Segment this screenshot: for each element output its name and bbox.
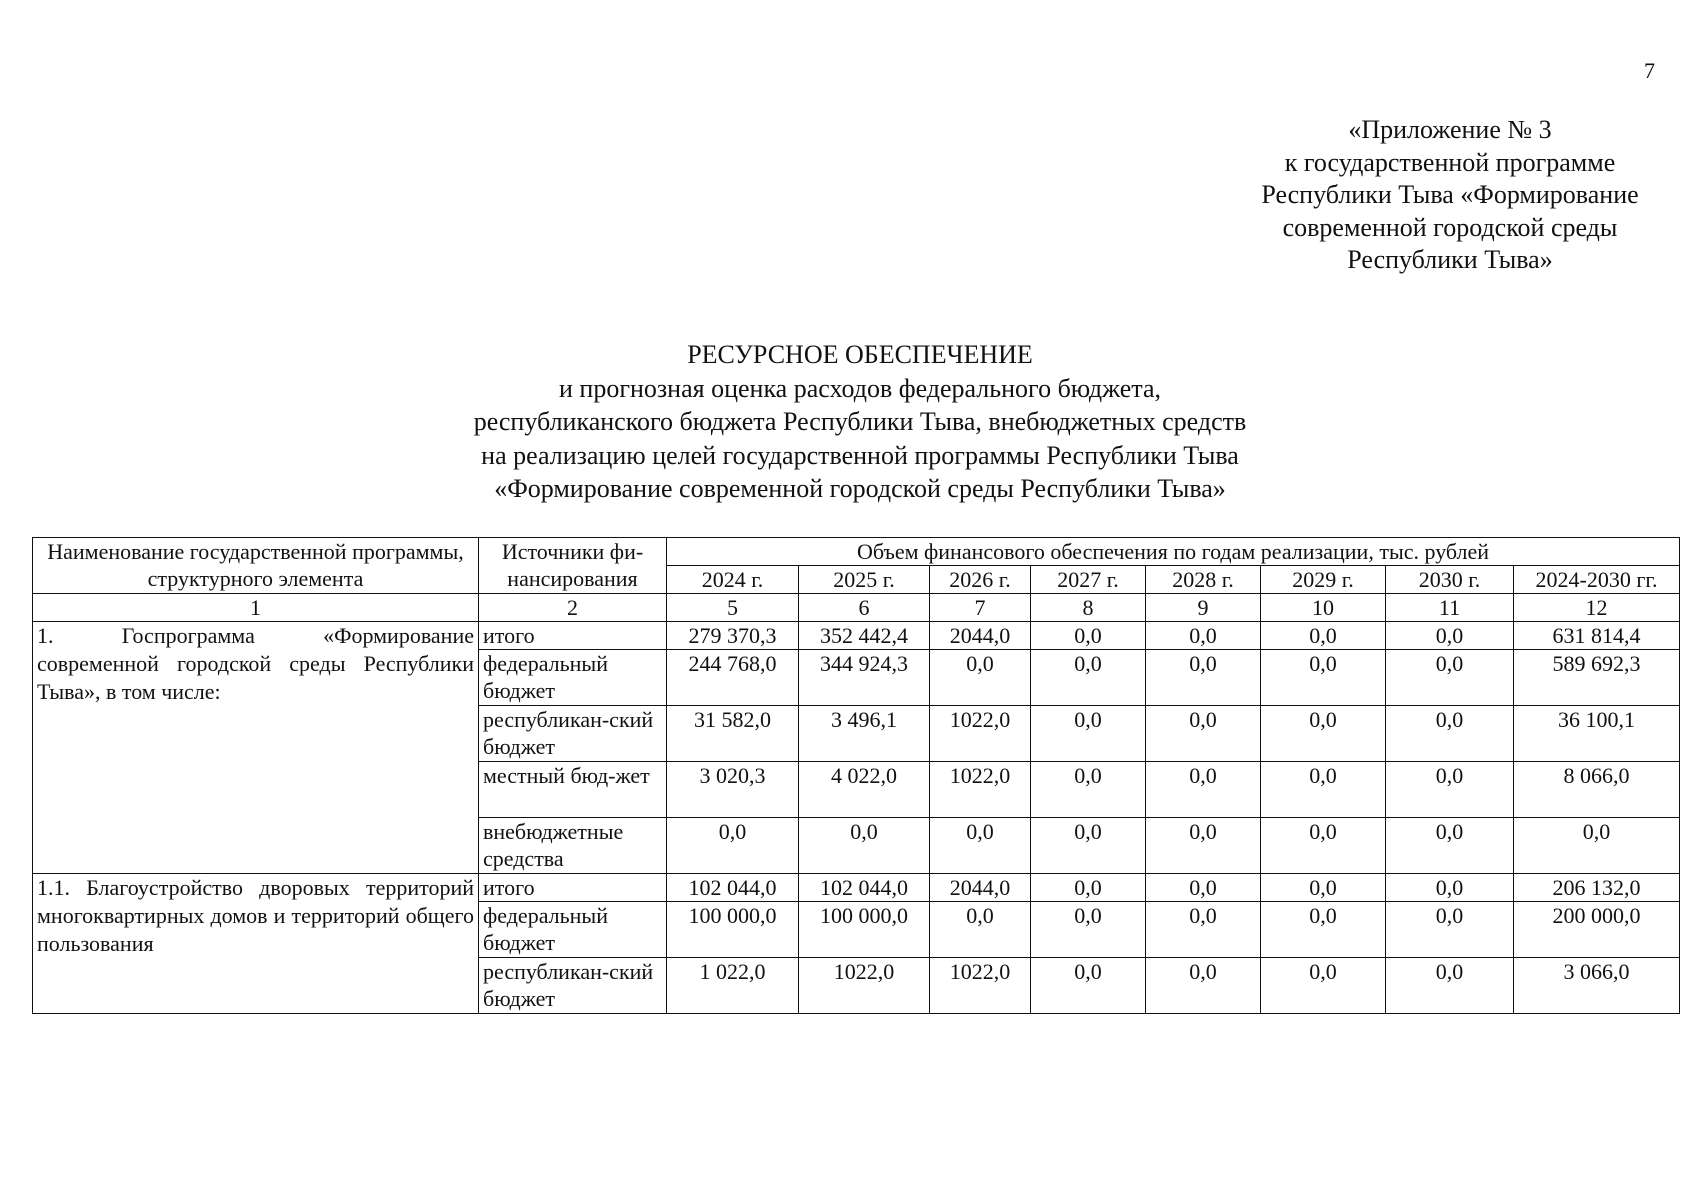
amount-cell: 0,0	[1261, 762, 1386, 818]
amount-cell: 0,0	[1146, 650, 1261, 706]
amount-cell: 0,0	[1386, 902, 1514, 958]
appendix-line: «Приложение № 3	[1348, 115, 1552, 144]
amount-cell: 0,0	[1386, 874, 1514, 902]
amount-cell: 0,0	[1031, 622, 1146, 650]
amount-cell: 31 582,0	[667, 706, 799, 762]
heading-line: «Формирование современной городской среды Республики Тыва»	[494, 474, 1226, 503]
table-row	[33, 874, 1680, 902]
amount-cell: 0,0	[1386, 650, 1514, 706]
funding-source: местный бюд-жет	[479, 762, 667, 818]
amount-cell: 0,0	[1261, 902, 1386, 958]
amount-cell: 8 066,0	[1514, 762, 1680, 818]
col-header-source: Источники фи-нансирования	[479, 538, 667, 594]
funding-source: республикан-ский бюджет	[479, 706, 667, 762]
amount-cell: 0,0	[1386, 706, 1514, 762]
amount-cell: 0,0	[1031, 762, 1146, 818]
amount-cell: 0,0	[1146, 874, 1261, 902]
amount-cell: 0,0	[1514, 818, 1680, 874]
column-number: 9	[1146, 594, 1261, 622]
amount-cell: 100 000,0	[667, 902, 799, 958]
appendix-line: современной городской среды	[1282, 212, 1618, 242]
amount-cell: 0,0	[1386, 958, 1514, 1014]
funding-source: федеральный бюджет	[479, 902, 667, 958]
amount-cell: 100 000,0	[799, 902, 930, 958]
amount-cell: 206 132,0	[1514, 874, 1680, 902]
amount-cell: 36 100,1	[1514, 706, 1680, 762]
year-header: 2028 г.	[1146, 566, 1261, 594]
amount-cell: 0,0	[930, 818, 1031, 874]
amount-cell: 352 442,4	[799, 622, 930, 650]
amount-cell: 0,0	[1146, 762, 1261, 818]
column-number: 7	[930, 594, 1031, 622]
amount-cell: 0,0	[1386, 818, 1514, 874]
column-number: 10	[1261, 594, 1386, 622]
amount-cell: 0,0	[1146, 958, 1261, 1014]
amount-cell: 0,0	[1146, 902, 1261, 958]
column-number: 1	[33, 594, 479, 622]
amount-cell: 2044,0	[930, 874, 1031, 902]
program-element-name: 1. Госпрограмма «Формирование современной городской среды Республики Тыва», в том числе:	[33, 622, 479, 874]
amount-cell: 0,0	[1031, 902, 1146, 958]
amount-cell: 0,0	[1031, 958, 1146, 1014]
amount-cell: 102 044,0	[667, 874, 799, 902]
amount-cell: 3 496,1	[799, 706, 930, 762]
column-number: 12	[1514, 594, 1680, 622]
amount-cell: 0,0	[1146, 706, 1261, 762]
amount-cell: 0,0	[1261, 874, 1386, 902]
appendix-line: к государственной программе	[1284, 147, 1616, 177]
amount-cell: 1022,0	[930, 706, 1031, 762]
amount-cell: 1022,0	[930, 762, 1031, 818]
document-heading	[330, 338, 1390, 506]
amount-cell: 631 814,4	[1514, 622, 1680, 650]
appendix-block	[1220, 114, 1680, 277]
amount-cell: 589 692,3	[1514, 650, 1680, 706]
column-number: 6	[799, 594, 930, 622]
column-number: 11	[1386, 594, 1514, 622]
year-header: 2024 г.	[667, 566, 799, 594]
funding-source: итого	[479, 622, 667, 650]
appendix-line: Республики Тыва»	[1347, 245, 1553, 274]
amount-cell: 0,0	[1031, 818, 1146, 874]
amount-cell: 3 020,3	[667, 762, 799, 818]
amount-cell: 279 370,3	[667, 622, 799, 650]
heading-line: и прогнозная оценка расходов федерального бюджета,	[558, 373, 1162, 403]
funding-source: республикан-ский бюджет	[479, 958, 667, 1014]
amount-cell: 0,0	[1031, 874, 1146, 902]
amount-cell: 1022,0	[799, 958, 930, 1014]
column-number: 8	[1031, 594, 1146, 622]
amount-cell: 0,0	[667, 818, 799, 874]
amount-cell: 0,0	[1031, 650, 1146, 706]
col-header-years-group: Объем финансового обеспечения по годам реализации, тыс. рублей	[667, 538, 1680, 566]
funding-source: внебюджетные средства	[479, 818, 667, 874]
year-header: 2030 г.	[1386, 566, 1514, 594]
funding-source: итого	[479, 874, 667, 902]
document-title: РЕСУРСНОЕ ОБЕСПЕЧЕНИЕ	[687, 340, 1033, 369]
heading-line: на реализацию целей государственной программы Республики Тыва	[481, 440, 1239, 470]
amount-cell: 1022,0	[930, 958, 1031, 1014]
amount-cell: 244 768,0	[667, 650, 799, 706]
program-element-name: 1.1. Благоустройство дворовых территорий многоквартирных домов и территорий общего пользования	[33, 874, 479, 1014]
amount-cell: 2044,0	[930, 622, 1031, 650]
amount-cell: 0,0	[1261, 706, 1386, 762]
amount-cell: 0,0	[1031, 706, 1146, 762]
amount-cell: 0,0	[1386, 622, 1514, 650]
amount-cell: 200 000,0	[1514, 902, 1680, 958]
amount-cell: 0,0	[930, 902, 1031, 958]
col-header-name: Наименование государственной программы, структурного элемента	[33, 538, 479, 594]
amount-cell: 0,0	[1146, 818, 1261, 874]
amount-cell: 0,0	[1386, 762, 1514, 818]
funding-source: федеральный бюджет	[479, 650, 667, 706]
table-row	[33, 622, 1680, 650]
year-header: 2029 г.	[1261, 566, 1386, 594]
year-header: 2024-2030 гг.	[1514, 566, 1680, 594]
amount-cell: 344 924,3	[799, 650, 930, 706]
year-header: 2027 г.	[1031, 566, 1146, 594]
amount-cell: 0,0	[1146, 622, 1261, 650]
amount-cell: 102 044,0	[799, 874, 930, 902]
amount-cell: 0,0	[930, 650, 1031, 706]
amount-cell: 3 066,0	[1514, 958, 1680, 1014]
appendix-line: Республики Тыва «Формирование	[1261, 180, 1639, 209]
amount-cell: 1 022,0	[667, 958, 799, 1014]
year-header: 2025 г.	[799, 566, 930, 594]
amount-cell: 0,0	[1261, 622, 1386, 650]
page-number: 7	[1644, 58, 1655, 83]
heading-line: республиканского бюджета Республики Тыва, внебюджетных средств	[473, 407, 1247, 436]
amount-cell: 0,0	[1261, 958, 1386, 1014]
column-number: 2	[479, 594, 667, 622]
resource-table	[32, 537, 1680, 1014]
amount-cell: 0,0	[1261, 818, 1386, 874]
year-header: 2026 г.	[930, 566, 1031, 594]
amount-cell: 0,0	[799, 818, 930, 874]
amount-cell: 0,0	[1261, 650, 1386, 706]
amount-cell: 4 022,0	[799, 762, 930, 818]
column-number: 5	[667, 594, 799, 622]
